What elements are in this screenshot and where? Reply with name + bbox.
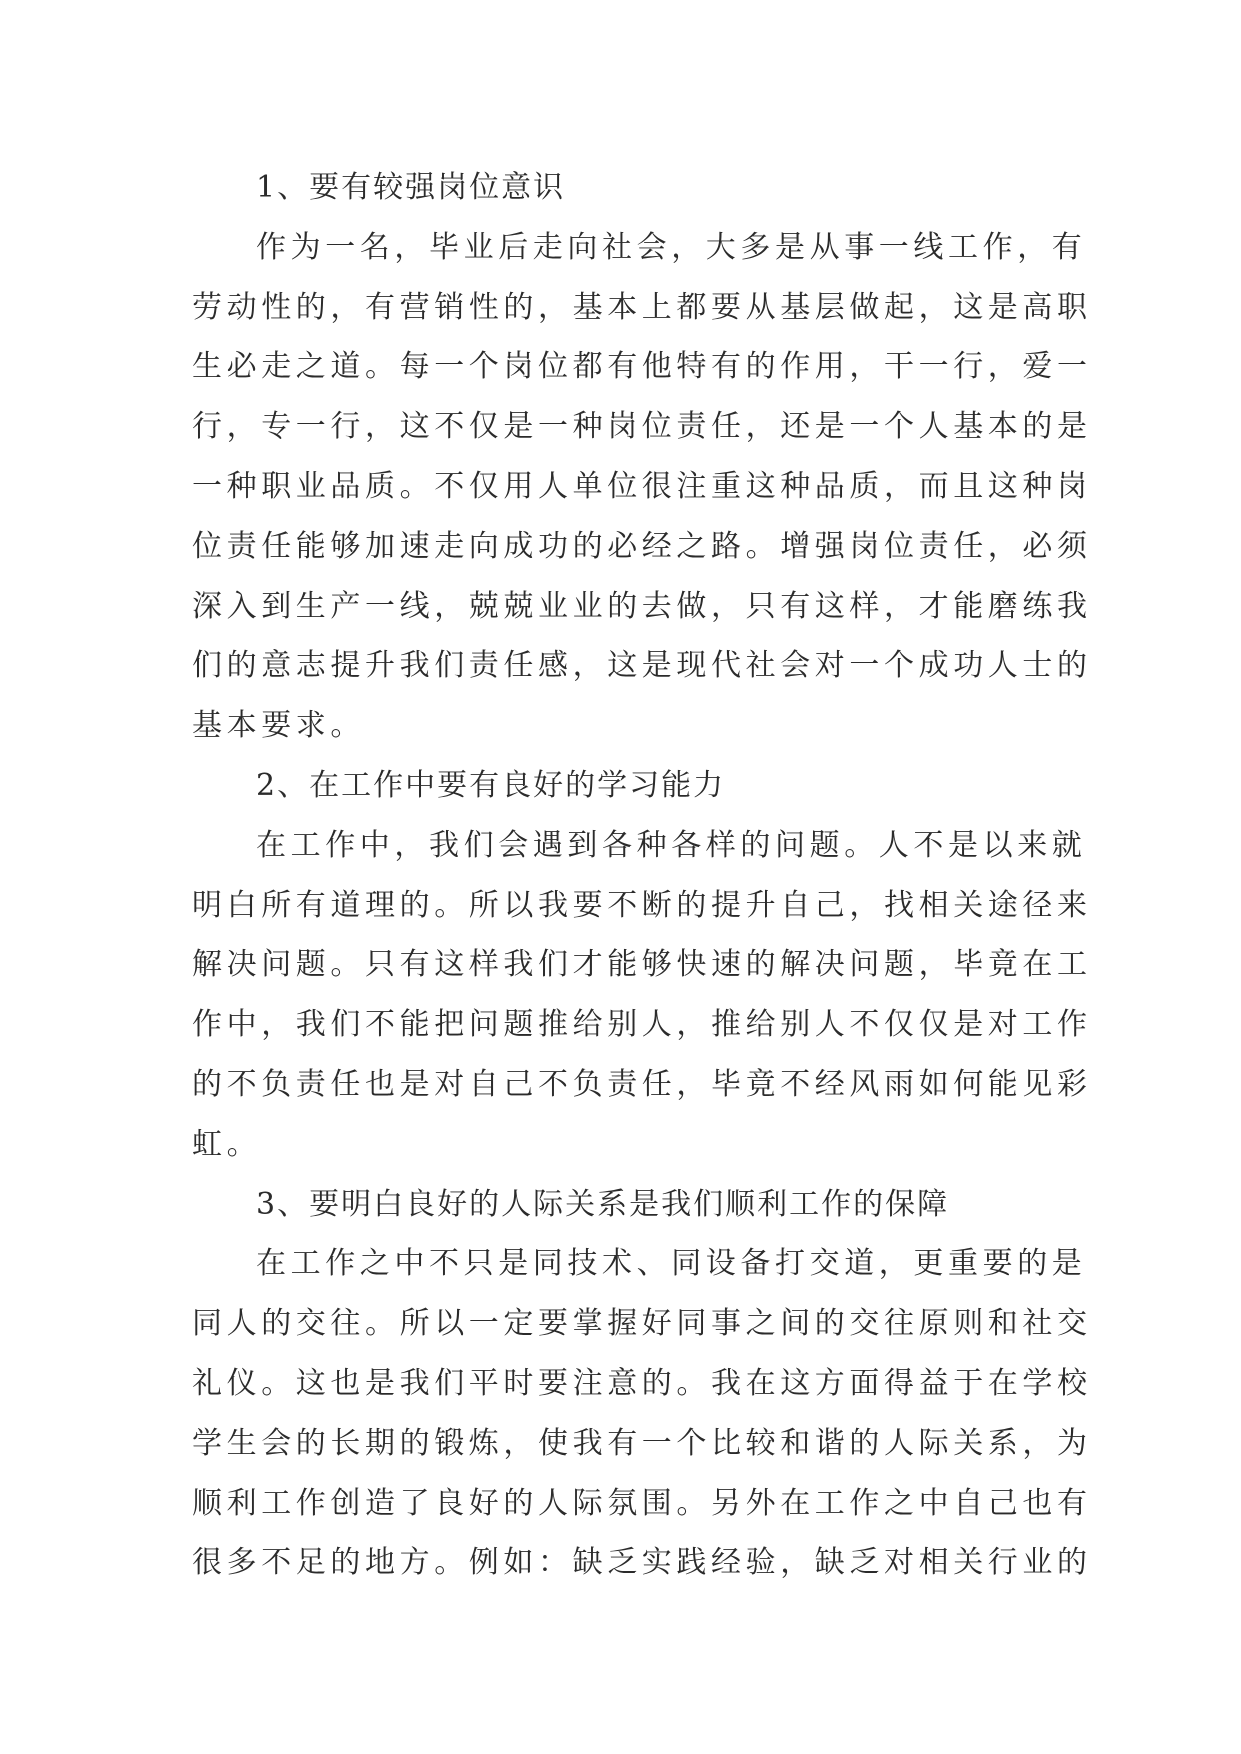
paragraph-line: 解决问题。只有这样我们才能够快速的解决问题，毕竟在工	[192, 947, 1092, 983]
paragraph-line: 很多不足的地方。例如：缺乏实践经验，缺乏对相关行业的	[192, 1545, 1092, 1581]
paragraph-line: 作为一名，毕业后走向社会，大多是从事一线工作，有	[256, 229, 1087, 265]
paragraph-line: 一种职业品质。不仅用人单位很注重这种品质，而且这种岗	[192, 468, 1092, 504]
section-heading: 3、要明白良好的人际关系是我们顺利工作的保障	[256, 1186, 950, 1222]
paragraph-line: 明白所有道理的。所以我要不断的提升自己，找相关途径来	[192, 887, 1092, 923]
paragraph-line: 同人的交往。所以一定要掌握好同事之间的交往原则和社交	[192, 1306, 1092, 1342]
section-heading: 1、要有较强岗位意识	[256, 170, 566, 205]
document-body	[192, 158, 1092, 1593]
paragraph-line: 礼仪。这也是我们平时要注意的。我在这方面得益于在学校	[192, 1365, 1092, 1401]
paragraph-line: 学生会的长期的锻炼，使我有一个比较和谐的人际关系，为	[192, 1425, 1092, 1461]
paragraph-line: 位责任能够加速走向成功的必经之路。增强岗位责任，必须	[192, 528, 1092, 564]
paragraph-line: 深入到生产一线，兢兢业业的去做，只有这样，才能磨练我	[192, 588, 1092, 624]
paragraph-line: 虹。	[192, 1126, 262, 1162]
paragraph-line: 基本要求。	[192, 708, 365, 744]
paragraph-line: 顺利工作创造了良好的人际氛围。另外在工作之中自己也有	[192, 1485, 1092, 1521]
paragraph-line: 劳动性的，有营销性的，基本上都要从基层做起，这是高职	[192, 289, 1092, 325]
paragraph-line: 的不负责任也是对自己不负责任，毕竟不经风雨如何能见彩	[192, 1066, 1092, 1102]
paragraph-line: 行，专一行，这不仅是一种岗位责任，还是一个人基本的是	[192, 409, 1092, 445]
paragraph-line: 作中，我们不能把问题推给别人，推给别人不仅仅是对工作	[192, 1007, 1092, 1043]
paragraph-line: 生必走之道。每一个岗位都有他特有的作用，干一行，爱一	[192, 349, 1092, 385]
section-heading: 2、在工作中要有良好的学习能力	[256, 767, 726, 803]
paragraph-line: 在工作之中不只是同技术、同设备打交道，更重要的是	[256, 1246, 1087, 1282]
paragraph-line: 们的意志提升我们责任感，这是现代社会对一个成功人士的	[192, 648, 1092, 684]
paragraph-line: 在工作中，我们会遇到各种各样的问题。人不是以来就	[256, 827, 1087, 863]
